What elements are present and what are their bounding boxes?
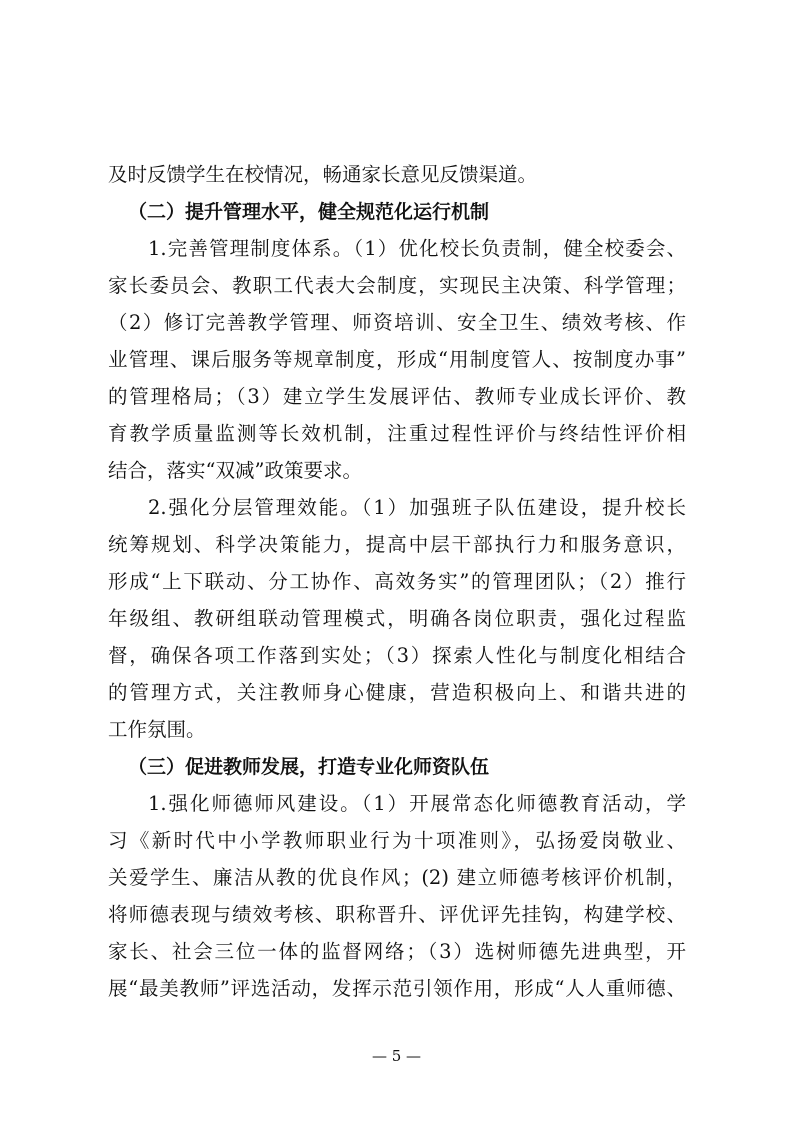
paragraph-line: 统筹规划、科学决策能力，提高中层干部执行力和服务意识， [108,533,686,556]
paragraph-line: 年级组、教研组联动管理模式，明确各岗位职责，强化过程监 [108,607,686,630]
paragraph-line: 的管理格局；（3）建立学生发展评估、教师专业成长评价、教 [108,385,686,408]
paragraph-line: 督，确保各项工作落到实处；（3）探索人性化与制度化相结合 [108,644,686,667]
paragraph-line: 1.强化师德师风建设。（1）开展常态化师德教育活动，学 [148,792,686,815]
section-heading: （三）促进教师发展，打造专业化师资队伍 [128,756,490,778]
paragraph-line: 及时反馈学生在校情况，畅通家长意见反馈渠道。 [108,163,538,186]
paragraph-line: 结合，落实“双减”政策要求。 [108,459,362,482]
paragraph-line: 2.强化分层管理效能。（1）加强班子队伍建设，提升校长 [148,496,686,519]
section-heading: （二）提升管理水平，健全规范化运行机制 [128,201,490,223]
paragraph-line: （2）修订完善教学管理、师资培训、安全卫生、绩效考核、作 [108,311,686,334]
paragraph-line: 1.完善管理制度体系。（1）优化校长负责制，健全校委会、 [148,237,686,260]
paragraph-line: 业管理、课后服务等规章制度，形成“用制度管人、按制度办事” [108,348,686,371]
paragraph-line: 工作氛围。 [108,718,206,741]
paragraph-line: 习《新时代中小学教师职业行为十项准则》，弘扬爱岗敬业、 [108,829,686,852]
paragraph-line: 展“最美教师”评选活动，发挥示范引领作用，形成“人人重师德、 [108,977,686,1000]
paragraph-line: 关爱学生、廉洁从教的优良作风；(2) 建立师德考核评价机制， [108,866,686,889]
paragraph-line: 家长、社会三位一体的监督网络；（3）选树师德先进典型，开 [108,940,686,963]
paragraph-line: 家长委员会、教职工代表大会制度，实现民主决策、科学管理； [108,274,686,297]
paragraph-line: 的管理方式，关注教师身心健康，营造积极向上、和谐共进的 [108,681,686,704]
page-number: — 5 — [371,1047,422,1065]
paragraph-line: 育教学质量监测等长效机制，注重过程性评价与终结性评价相 [108,422,686,445]
paragraph-line: 形成“上下联动、分工协作、高效务实”的管理团队；（2）推行 [108,570,686,593]
paragraph-line: 将师德表现与绩效考核、职称晋升、评优评先挂钩，构建学校、 [108,903,686,926]
